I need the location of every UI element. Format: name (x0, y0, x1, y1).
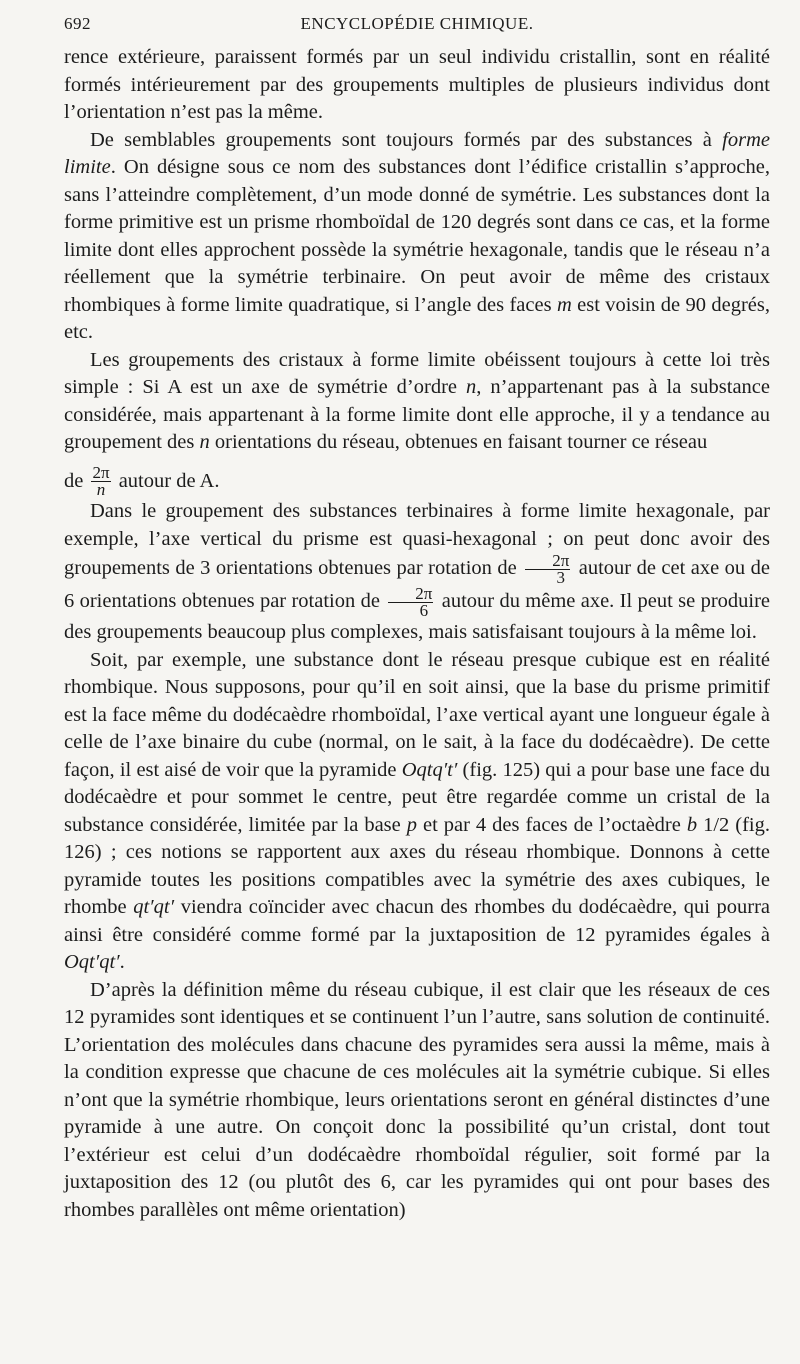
text-run: De semblables groupements sont toujours formés par des substances à (90, 128, 723, 151)
text-run: , n’appartenant pas à la substance considérée, mais appartenant à la forme limite dont elle approche, il y a tendance au groupement des (64, 376, 771, 453)
page-header (64, 14, 770, 38)
math-n: n (199, 431, 210, 453)
text-run: autour du même axe. Il peut se produire des groupements beaucoup plus complexes, mais satisfaisant toujours à la même loi. (64, 590, 771, 644)
fraction-denominator: 6 (419, 601, 429, 621)
paragraph-3 (64, 347, 770, 457)
fraction-denominator: n (96, 480, 106, 500)
text-run: de (64, 469, 84, 492)
paragraph-3-formula-line (64, 457, 770, 499)
text-run: 1/2 (fig. 126) ; ces notions se rapportent aux axes du réseau rhombique. Donnons à cette pyramide toutes les positions compatibles avec la symétrie des axes cubiques, le rhombe (64, 813, 770, 919)
fraction-denominator: 3 (556, 568, 565, 588)
text-run: viendra coïncider avec chacun des rhombes du dodécaèdre, qui pourra ainsi être considéré comme formé par la juxtaposition de 12 pyramides égales à (64, 896, 771, 946)
text-run: Les groupements des cristaux à forme limite obéissent toujours à cette loi très simple : Si A est un axe de symétrie d’ordre (64, 348, 770, 398)
text-run: . (119, 951, 125, 974)
paragraph-6: D’après la définition même du réseau cubique, il est clair que les réseaux de ces 12 pyramides sont identiques et se continuent l’un l’autre, sans solution de continuité. L’orientation des molécules dans chacune des pyramides sera aussi la même, mais à la condition expresse que chacune de ces molécules ait la symétrie cubique. Si elles n’ont que la symétrie rhombique, leurs orientations seront en général distinctes d’une pyramide à une autre. On conçoit donc la possibilité qu’un cristal, dont tout l’extérieur est celui d’un dodécaèdre rhomboïdal régulier, soit formé par la juxtaposition des 12 (ou plutôt des 6, car les pyramides qui ont pour bases des rhombes parallèles ont même orientation) (64, 978, 770, 1221)
fraction-numerator: 2π (525, 553, 570, 570)
text-run: orientations du réseau, obtenues en faisant tourner ce réseau (209, 431, 708, 453)
fraction-numerator: 2π (388, 586, 433, 603)
fraction-numerator: 2π (92, 463, 110, 483)
body-text (64, 44, 770, 1224)
math-rhombe: qt′qt′ (133, 896, 175, 919)
text-run: . On désigne sous ce nom des substances dont l’édifice cristallin s’approche, sans l’atteindre complètement, d’un mode donné de symétrie. Les substances dont la forme primitive est un prisme rhomboïdal de 120 degrés sont dans ce cas, et la forme limite dont elles approchent possède la symétrie hexagonale, tandis que le réseau n’a réellement que la symétrie terbinaire. On peut avoir de même des cristaux rhombiques à forme limite quadratique, si l’angle des faces (64, 156, 770, 316)
running-title: ENCYCLOPÉDIE CHIMIQUE. (300, 14, 534, 33)
math-n: n (466, 376, 477, 398)
math-pyramid: Oqtq′t′ (401, 758, 458, 781)
text-run: autour de A. (118, 469, 220, 492)
text-run: et par 4 des faces de l’octaèdre (416, 813, 687, 836)
text-run: Dans le groupement des substances terbinaires à forme limite hexagonale, par exemple, l’axe vertical du prisme est quasi-hexagonal ; on peut donc avoir des groupements de 3 orientations obtenues par rotation de (64, 500, 770, 580)
paragraph-1: rence extérieure, paraissent formés par un seul individu cristallin, sont en réalité formés intérieurement par des groupements multiples de plusieurs individus dont l’orientation n’est pas la même. (64, 46, 770, 123)
page-number: 692 (64, 14, 91, 33)
fraction-2pi-over-3 (525, 553, 570, 586)
text-run: Soit, par exemple, une substance dont le réseau presque cubique est en réalité rhombique. Nous supposons, pour qu’il en soit ainsi, que la base du prisme primitif est la face même du dodécaèdre rhomboïdal, l’axe vertical ayant une longueur égale à celle de l’axe binaire du cube (normal, on le sait, à la face du dodécaèdre). De cette façon, il est aisé de voir que la pyramide (64, 648, 770, 781)
text-run: est voisin de 90 degrés, etc. (64, 293, 771, 343)
paragraph-2 (64, 127, 770, 347)
math-p: p (406, 813, 417, 836)
math-pyramid: Oqt′qt′ (64, 951, 120, 974)
text-run: autour de cet axe ou de 6 orientations obtenues par rotation de (64, 557, 770, 613)
fraction-2pi-over-n (91, 465, 110, 498)
text-run: (fig. 125) qui a pour base une face du dodécaèdre et pour sommet le centre, peut être regardée comme un cristal de la substance considérée, limitée par la base (64, 758, 770, 836)
paragraph-5 (64, 647, 770, 977)
math-m: m (556, 293, 572, 316)
fraction-2pi-over-6 (388, 586, 433, 619)
math-b: b (686, 813, 698, 836)
term-forme-limite: forme limite (64, 128, 770, 178)
paragraph-4 (64, 498, 770, 647)
